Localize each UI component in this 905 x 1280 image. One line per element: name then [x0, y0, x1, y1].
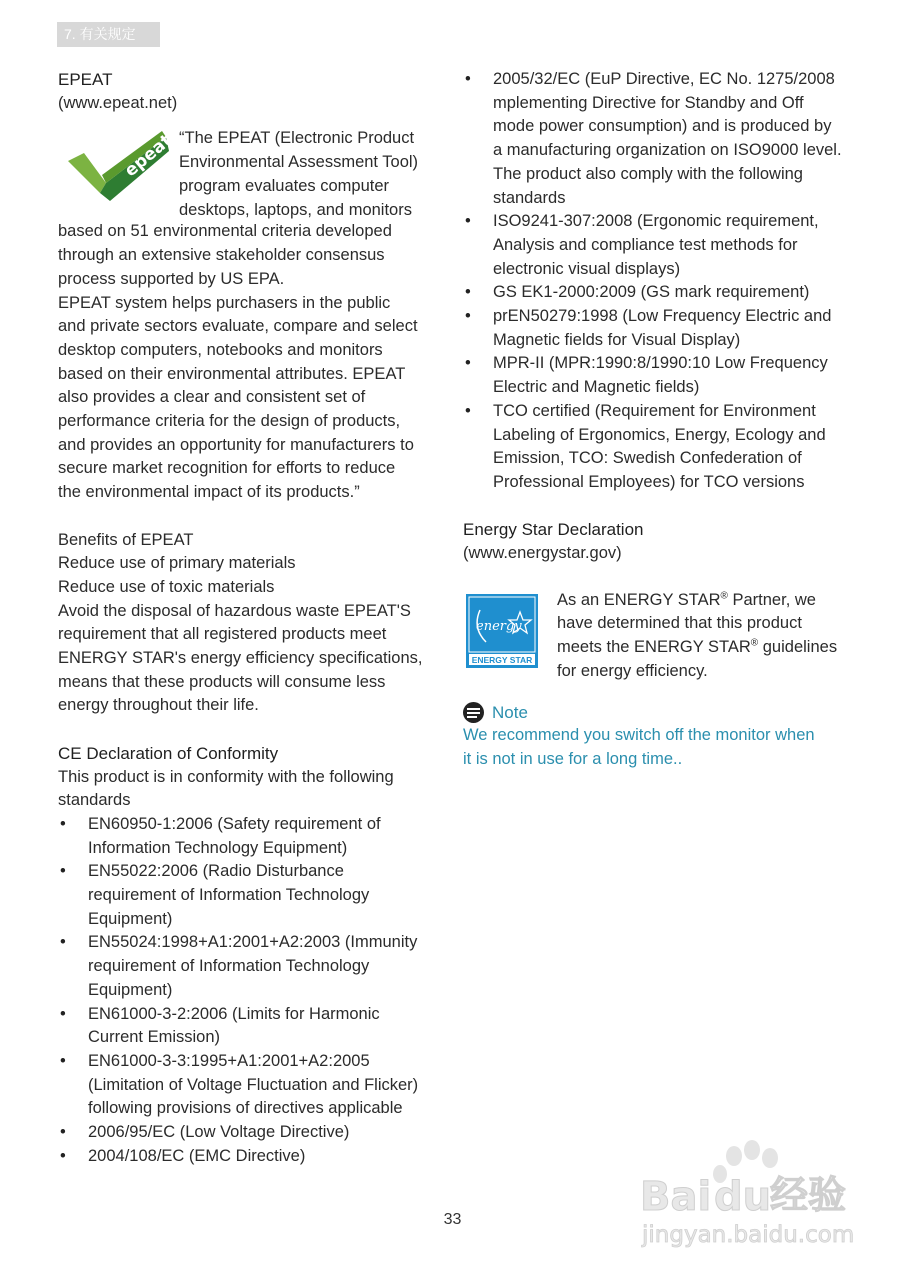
text-line: have determined that this product — [557, 614, 802, 633]
text-line: for energy efficiency. — [557, 661, 708, 680]
list-item — [463, 210, 855, 281]
text-line: requirement that all registered products meet — [58, 625, 387, 644]
list-item-line: • EN60950-1:2006 (Safety requirement of — [88, 814, 381, 833]
energy-star-block — [463, 589, 855, 685]
energy-star-label: ENERGY STAR — [471, 654, 533, 665]
list-item — [58, 931, 442, 1002]
text-line: As an ENERGY STAR® Partner, we — [557, 590, 816, 609]
list-item — [58, 1003, 442, 1050]
ce-standards-list — [58, 813, 442, 1169]
baidu-watermark — [640, 1138, 880, 1263]
text-line: based on 51 environmental criteria developed — [58, 222, 392, 241]
list-item-line: following provisions of directives applicable — [88, 1099, 403, 1118]
epeat-quote-line: desktops, laptops, and monitors — [179, 200, 412, 219]
list-item — [58, 1050, 442, 1121]
list-item-line: • prEN50279:1998 (Low Frequency Electric and — [493, 307, 832, 326]
list-item-line: electronic visual displays) — [493, 259, 681, 278]
list-item-line: • MPR-II (MPR:1990:8/1990:10 Low Frequency — [493, 354, 828, 373]
epeat-quote-line: “The EPEAT (Electronic Product — [179, 129, 415, 148]
text-line: This product is in conformity with the following — [58, 767, 394, 786]
list-item-line: mplementing Directive for Standby and Off — [493, 93, 804, 112]
list-item-line: a manufacturing organization on ISO9000 level. — [493, 141, 842, 160]
left-column — [58, 68, 442, 1169]
list-item-line: Electric and Magnetic fields) — [493, 378, 700, 397]
list-item-line: Analysis and compliance test methods for — [493, 235, 798, 254]
list-item — [463, 305, 855, 352]
list-item-line: • ISO9241-307:2008 (Ergonomic requirement, — [493, 212, 819, 231]
epeat-quote-line: Environmental Assessment Tool) — [179, 153, 419, 172]
text-line: and private sectors evaluate, compare and select — [58, 317, 418, 336]
note-line: it is not in use for a long time.. — [463, 750, 683, 769]
list-item — [463, 281, 855, 305]
epeat-intro — [58, 127, 442, 220]
text-line: standards — [58, 791, 131, 810]
list-item — [463, 400, 855, 495]
list-item — [58, 860, 442, 931]
note-icon — [463, 702, 484, 723]
note-header — [463, 701, 855, 725]
list-item — [58, 1121, 442, 1145]
list-item — [463, 68, 855, 210]
list-item-line: • EN61000-3-3:1995+A1:2001+A2:2005 — [88, 1051, 370, 1070]
list-item-line: Current Emission) — [88, 1028, 221, 1047]
page-number: 33 — [443, 1211, 462, 1228]
text-line: through an extensive stakeholder consensus — [58, 246, 385, 265]
text-line: meets the ENERGY STAR® guidelines — [557, 637, 838, 657]
text-line: performance criteria for the design of products, — [58, 412, 401, 431]
list-item-line: • TCO certified (Requirement for Environment — [493, 401, 816, 420]
list-item-line: Labeling of Ergonomics, Energy, Ecology and — [493, 425, 826, 444]
list-item-line: Equipment) — [88, 980, 173, 999]
list-item-line: requirement of Information Technology — [88, 886, 370, 905]
list-item-line: • GS EK1-2000:2009 (GS mark requirement) — [493, 283, 810, 302]
list-item-line: Professional Employees) for TCO versions — [493, 472, 805, 491]
note-line: We recommend you switch off the monitor when — [463, 726, 815, 745]
energy-star-url: (www.energystar.gov) — [463, 544, 622, 563]
list-item-line: • 2005/32/EC (EuP Directive, EC No. 1275/2008 — [493, 70, 835, 88]
list-item-line: Magnetic fields for Visual Display) — [493, 330, 741, 349]
epeat-url: (www.epeat.net) — [58, 93, 178, 112]
energy-star-logo-icon — [466, 594, 538, 668]
text-line: EPEAT system helps purchasers in the public — [58, 293, 391, 312]
list-item-line: The product also comply with the following — [493, 164, 803, 183]
list-item-line: (Limitation of Voltage Fluctuation and Flicker) — [88, 1075, 419, 1094]
epeat-quote-line: program evaluates computer — [179, 176, 390, 195]
list-item-line: Emission, TCO: Swedish Confederation of — [493, 449, 802, 468]
section-tag: 7. 有关规定 — [57, 22, 160, 47]
text-line: also provides a clear and consistent set of — [58, 388, 366, 407]
energy-star-script: energy — [476, 618, 522, 634]
text-line: Avoid the disposal of hazardous waste EPEAT'S — [58, 601, 411, 620]
text-line: secure market recognition for efforts to reduce — [58, 459, 396, 478]
epeat-benefits — [58, 529, 442, 719]
watermark-url: jingyan.baidu.com — [642, 1222, 855, 1248]
list-item-line: • 2004/108/EC (EMC Directive) — [88, 1146, 306, 1165]
text-line: and provides an opportunity for manufacturers to — [58, 435, 414, 454]
directives-list — [463, 68, 855, 495]
text-line: Reduce use of primary materials — [58, 554, 296, 573]
text-line: energy throughout their life. — [58, 696, 259, 715]
energy-star-heading: Energy Star Declaration — [463, 520, 644, 540]
ce-heading: CE Declaration of Conformity — [58, 743, 279, 763]
list-item-line: Information Technology Equipment) — [88, 838, 348, 857]
list-item-line: • EN55024:1998+A1:2001+A2:2003 (Immunity — [88, 933, 418, 952]
watermark-brand: Bai — [640, 1174, 712, 1220]
text-line: ENERGY STAR's energy efficiency specifications, — [58, 649, 423, 668]
text-line: based on their environmental attributes. EPEAT — [58, 364, 406, 383]
note-title: Note — [492, 702, 528, 722]
list-item-line: • EN55022:2006 (Radio Disturbance — [88, 862, 344, 881]
epeat-logo-text: epeat — [121, 130, 176, 182]
list-item-line: standards — [493, 188, 566, 207]
list-item — [58, 1145, 442, 1169]
list-item-line: requirement of Information Technology — [88, 957, 370, 976]
epeat-paragraph — [58, 220, 442, 504]
list-item-line: Equipment) — [88, 909, 173, 928]
text-line: process supported by US EPA. — [58, 269, 285, 288]
list-item-line: mode power consumption) and is produced by — [493, 117, 832, 136]
epeat-heading: EPEAT — [58, 70, 113, 89]
text-line: means that these products will consume less — [58, 672, 386, 691]
list-item-line: • 2006/95/EC (Low Voltage Directive) — [88, 1123, 350, 1142]
text-line: desktop computers, notebooks and monitors — [58, 340, 383, 359]
watermark-chinese: 经验 — [770, 1173, 847, 1217]
epeat-logo-icon — [66, 130, 176, 203]
list-item — [58, 813, 442, 860]
text-line: Benefits of EPEAT — [58, 530, 194, 549]
energy-star-text — [557, 589, 853, 684]
epeat-quote — [179, 127, 441, 222]
text-line: Reduce use of toxic materials — [58, 577, 275, 596]
text-line: the environmental impact of its products.” — [58, 483, 360, 502]
watermark-brand-2: du — [714, 1174, 772, 1220]
note-box — [463, 701, 855, 772]
list-item — [463, 352, 855, 399]
right-column — [463, 68, 855, 772]
list-item-line: • EN61000-3-2:2006 (Limits for Harmonic — [88, 1004, 380, 1023]
